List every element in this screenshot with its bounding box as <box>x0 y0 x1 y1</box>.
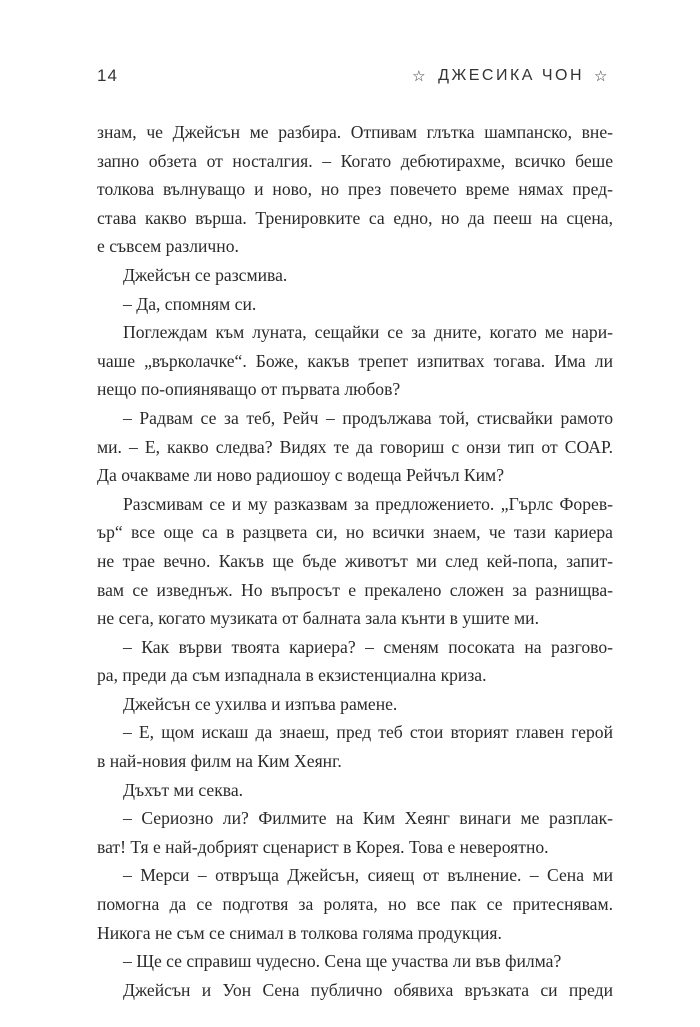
text-line: – Радвам се за теб, Рейч – продължава той, стисвайки рамото <box>123 407 613 428</box>
running-head <box>412 67 610 85</box>
text-line: ми. – Е, какво следва? Видях те да говориш с онзи тип от СОАР. <box>97 436 613 457</box>
text-line: вам се изведнъж. Но въпросът е прекалено сложен за разнищва- <box>97 579 613 600</box>
text-line: – Ще се справиш чудесно. Сена ще участва ли във филма? <box>123 951 562 972</box>
text-line: Дъхът ми секва. <box>123 779 244 800</box>
text-line: ра, преди да съм изпаднала в екзистенциална криза. <box>97 665 487 686</box>
text-line: знам, че Джейсън ме разбира. Отпивам глътка шампанско, вне- <box>97 122 613 142</box>
text-line: Никога не съм се снимал в толкова голяма продукция. <box>97 922 502 943</box>
text-line: Разсмивам се и му разказвам за предложението. „Гърлс Форев- <box>123 493 613 514</box>
text-line: не трае вечно. Какъв ще бъде животът ми след кей-попа, запит- <box>97 550 613 571</box>
text-line: е съвсем различно. <box>97 236 239 257</box>
text-line: – Е, щом искаш да знаеш, пред теб стои вторият главен герой <box>123 722 613 743</box>
text-line: помогна да се подготвя за ролята, но все пак се притеснявам. <box>97 894 613 915</box>
text-line: ват! Тя е най-добрият сценарист в Корея. Това е невероятно. <box>97 836 549 857</box>
text-line: запно обзета от носталгия. – Когато дебютирахме, всичко беше <box>97 150 613 171</box>
text-line: става какво върша. Тренировките са едно, но да пееш на сцена, <box>97 207 613 228</box>
text-line: Да очакваме ли ново радиошоу с водеща Рейчъл Ким? <box>97 465 505 486</box>
text-line: – Да, спомням си. <box>123 293 257 314</box>
text-line: – Сериозно ли? Филмите на Ким Хеянг винаги ме разплак- <box>123 808 613 829</box>
text-line: Джейсън се ухилва и изпъва рамене. <box>123 693 398 714</box>
author-name: ДЖЕСИКА ЧОН <box>438 67 585 84</box>
text-line: ър“ все още са в разцвета си, но всички знаем, че тази кариера <box>97 522 613 543</box>
page-header <box>97 62 610 90</box>
text-line: – Как върви твоята кариера? – сменям посоката на разгово- <box>123 636 613 657</box>
text-line: не сега, когато музиката от балната зала кънти в ушите ми. <box>97 608 539 629</box>
page-number: 14 <box>97 66 118 85</box>
star-outline-icon: ☆ <box>594 67 610 85</box>
text-line: толкова вълнуващо и ново, но през повечето време нямах пред- <box>97 179 613 200</box>
text-line: чаше „върколачке“. Боже, какъв трепет изпитвах тогава. Има ли <box>97 350 613 371</box>
star-outline-icon: ☆ <box>412 67 429 85</box>
text-line: в най-новия филм на Ким Хеянг. <box>97 751 342 772</box>
text-line: Джейсън се разсмива. <box>123 264 288 285</box>
text-line: Джейсън и Уон Сена публично обявиха връзката си преди <box>123 979 613 1000</box>
text-line: Поглеждам към луната, сещайки се за дните, когато ме нари- <box>123 322 613 343</box>
text-line: – Мерси – отвръща Джейсън, сияещ от вълнение. – Сена ми <box>123 865 613 886</box>
body-text <box>97 118 613 1004</box>
text-line: нещо по-опияняващо от първата любов? <box>97 379 401 400</box>
